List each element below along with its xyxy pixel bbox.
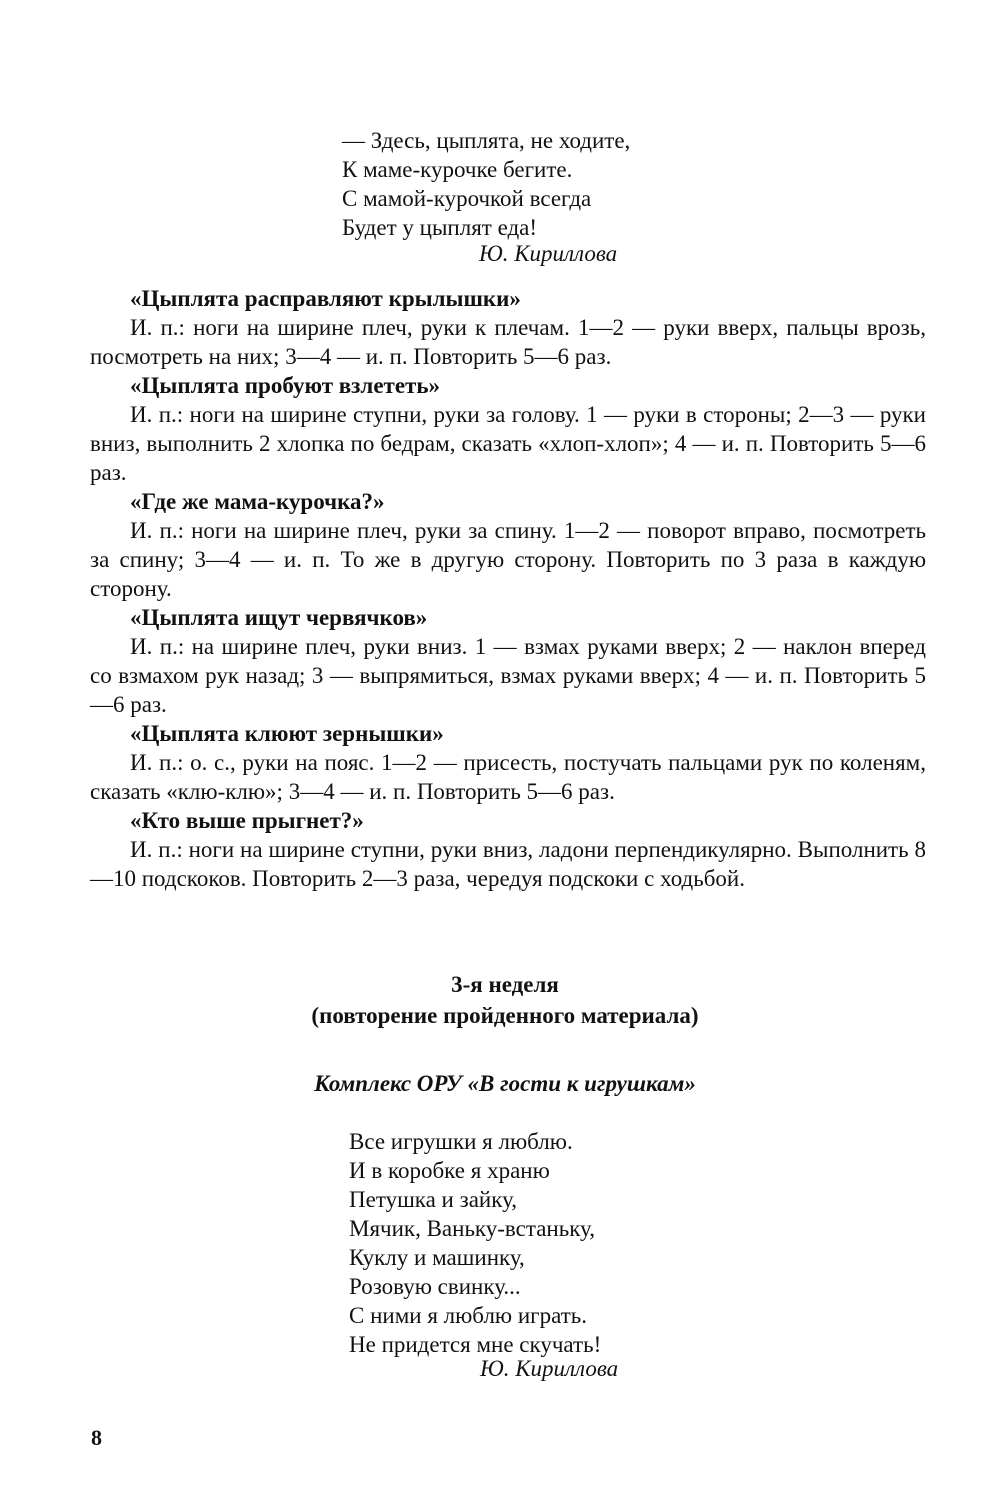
poem-line: И в коробке я храню — [349, 1158, 550, 1183]
poem-author: Ю. Кириллова — [480, 1356, 619, 1381]
complex-title: Комплекс ОРУ «В гости к игрушкам» — [314, 1071, 696, 1096]
exercise-item — [90, 487, 926, 603]
exercise-title: «Кто выше прыгнет?» — [130, 808, 364, 833]
poem-line: Мячик, Ваньку-встаньку, — [349, 1216, 596, 1241]
poem-line: Куклу и машинку, — [349, 1245, 525, 1270]
exercise-text: И. п.: о. с., руки на пояс. 1—2 — присесть, постучать пальцами рук по коленям, сказать «клю-клю»; 3—4 — и. п. Повторить 5—6 раз. — [90, 750, 926, 804]
poem-author: Ю. Кириллова — [479, 241, 618, 266]
poem-line: — Здесь, цыплята, не ходите, — [342, 128, 631, 153]
exercise-title: «Цыплята расправляют крылышки» — [130, 286, 521, 311]
poem-line: С ними я люблю играть. — [349, 1303, 587, 1328]
exercise-text: И. п.: ноги на ширине плеч, руки за спину. 1—2 — поворот вправо, посмотреть за спину; 3—4 — и. п. То же в другую сторону. Повторить по 3 раза в каждую сторону. — [90, 518, 926, 601]
exercise-item — [90, 371, 926, 487]
poem-line: Все игрушки я люблю. — [349, 1129, 573, 1154]
poem-line: Будет у цыплят еда! — [342, 215, 538, 240]
poem-line: Петушка и зайку, — [349, 1187, 518, 1212]
exercise-text: И. п.: ноги на ширине плеч, руки к плечам. 1—2 — руки вверх, пальцы врозь, посмотреть на них; 3—4 — и. п. Повторить 5—6 раз. — [90, 315, 926, 369]
exercise-item — [90, 603, 926, 719]
week-subtitle: (повторение пройденного материала) — [311, 1003, 699, 1028]
exercise-title: «Цыплята клюют зернышки» — [130, 721, 444, 746]
page-number: 8 — [91, 1425, 102, 1450]
exercise-text: И. п.: ноги на ширине ступни, руки за голову. 1 — руки в стороны; 2—3 — руки вниз, выполнить 2 хлопка по бедрам, сказать «хлоп-хлоп»; 4 — и. п. Повторить 5—6 раз. — [90, 402, 926, 485]
exercise-item — [90, 806, 926, 893]
exercise-title: «Цыплята ищут червячков» — [130, 605, 428, 630]
poem-chickens — [342, 126, 630, 242]
exercise-item — [90, 284, 926, 371]
exercise-title: «Цыплята пробуют взлететь» — [130, 373, 441, 398]
week-heading — [0, 969, 1000, 1031]
poem-line: К маме-курочке бегите. — [342, 157, 573, 182]
poem-toys — [349, 1127, 601, 1359]
poem-line: С мамой-курочкой всегда — [342, 186, 592, 211]
exercise-title: «Где же мама-курочка?» — [130, 489, 385, 514]
poem-line: Розовую свинку... — [349, 1274, 521, 1299]
exercise-text: И. п.: ноги на ширине ступни, руки вниз, ладони перпендикулярно. Выполнить 8—10 подскоков. Повторить 2—3 раза, чередуя подскоки с ходьбой. — [90, 837, 926, 891]
exercise-text: И. п.: на ширине плеч, руки вниз. 1 — взмах руками вверх; 2 — наклон вперед со взмахом рук назад; 3 — выпрямиться, взмах руками вверх; 4 — и. п. Повторить 5—6 раз. — [90, 634, 926, 717]
poem-line: Не придется мне скучать! — [349, 1332, 602, 1357]
week-title: 3-я неделя — [451, 972, 559, 997]
exercise-item — [90, 719, 926, 806]
exercise-list — [90, 284, 926, 893]
